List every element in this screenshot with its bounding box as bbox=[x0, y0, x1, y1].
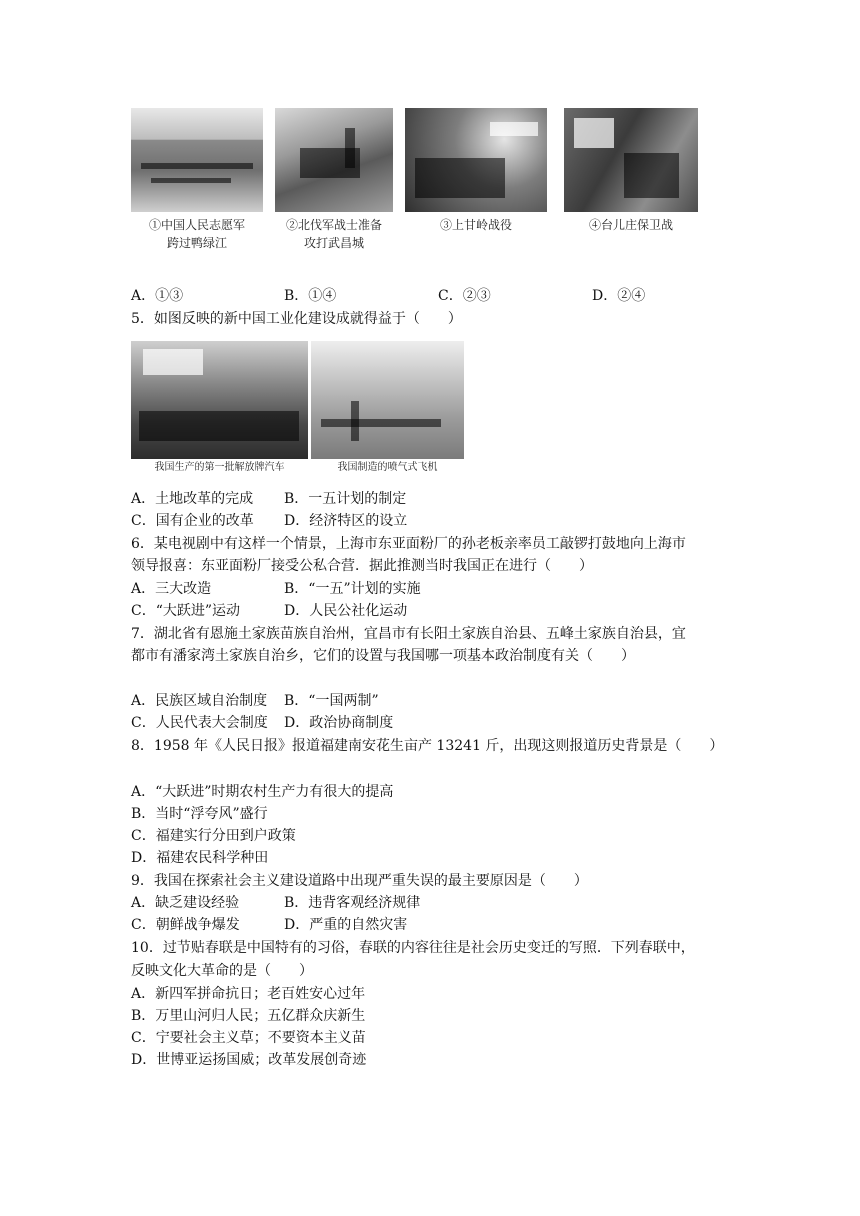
q10-option-a: A．新四军拼命抗日；老百姓安心过年 bbox=[131, 986, 366, 1002]
q5-option-c: C．国有企业的改革 bbox=[131, 513, 254, 529]
q9-option-a: A．缺乏建设经验 bbox=[131, 895, 240, 911]
q5-option-a: A．土地改革的完成 bbox=[131, 491, 254, 507]
photo-image bbox=[405, 108, 547, 212]
photo-caption: 我国制造的喷气式飞机 bbox=[337, 462, 438, 473]
q10-option-d: D．世博亚运扬国威；改革发展创奇迹 bbox=[131, 1052, 367, 1068]
caption-line: ①中国人民志愿军 bbox=[148, 218, 245, 232]
q10-stem-line1: 10．过节贴春联是中国特有的习俗，春联的内容往往是社会历史变迁的写照．下列春联中， bbox=[131, 940, 695, 956]
q7-option-a: A．民族区域自治制度 bbox=[131, 693, 268, 709]
photo-image bbox=[564, 108, 698, 212]
q6-option-d: D．人民公社化运动 bbox=[284, 603, 408, 619]
photo-jiefang-trucks bbox=[131, 341, 308, 479]
q5-stem: 5．如图反映的新中国工业化建设成就得益于（ ） bbox=[131, 311, 462, 327]
q7-stem-line1: 7．湖北省有恩施土家族苗族自治州，宜昌市有长阳土家族自治县、五峰土家族自治县，宜 bbox=[131, 626, 686, 642]
q7-stem-line2: 都市有潘家湾土家族自治乡，它们的设置与我国哪一项基本政治制度有关（ ） bbox=[131, 648, 635, 664]
q7-option-d: D．政治协商制度 bbox=[284, 715, 394, 731]
q9-stem: 9．我国在探索社会主义建设道路中出现严重失误的最主要原因是（ ） bbox=[131, 873, 588, 889]
q5-option-d: D．经济特区的设立 bbox=[284, 513, 408, 529]
photo-jet-aircraft bbox=[311, 341, 464, 479]
q6-stem-line1: 6．某电视剧中有这样一个情景，上海市东亚面粉厂的孙老板亲率员工敲锣打鼓地向上海市 bbox=[131, 536, 686, 552]
q4-option-c: C．②③ bbox=[438, 288, 491, 304]
q8-stem: 8．1958 年《人民日报》报道福建南安花生亩产 13241 斤，出现这则报道历史背景是（ ） bbox=[131, 738, 724, 754]
caption-line: 攻打武昌城 bbox=[303, 236, 364, 250]
photo-northern-expedition-wuchang bbox=[275, 108, 393, 264]
q7-option-b: B．“一国两制” bbox=[284, 693, 379, 709]
photo-caption bbox=[564, 216, 698, 264]
caption-line: ④台儿庄保卫战 bbox=[588, 218, 673, 232]
q6-option-c: C．“大跃进”运动 bbox=[131, 603, 241, 619]
q10-option-c: C．宁要社会主义草；不要资本主义苗 bbox=[131, 1030, 366, 1046]
q8-option-c: C．福建实行分田到户政策 bbox=[131, 828, 296, 844]
q4-option-d: D．②④ bbox=[592, 288, 646, 304]
photo-image bbox=[131, 108, 263, 212]
q8-option-d: D．福建农民科学种田 bbox=[131, 850, 269, 866]
photo-taierzhuang-battle bbox=[564, 108, 698, 264]
q4-option-a: A．①③ bbox=[131, 288, 184, 304]
q9-option-c: C．朝鲜战争爆发 bbox=[131, 917, 240, 933]
photo-image bbox=[131, 341, 308, 459]
photo-volunteers-crossing-yalu bbox=[131, 108, 263, 264]
q7-option-c: C．人民代表大会制度 bbox=[131, 715, 268, 731]
photo-caption bbox=[275, 216, 393, 264]
photo-caption bbox=[405, 216, 547, 264]
photo-caption bbox=[131, 216, 263, 264]
q9-option-d: D．严重的自然灾害 bbox=[284, 917, 408, 933]
q10-stem-line2: 反映文化大革命的是（ ） bbox=[131, 963, 313, 979]
q8-option-b: B．当时“浮夸风”盛行 bbox=[131, 806, 268, 822]
photo-image bbox=[275, 108, 393, 212]
photo-image bbox=[311, 341, 464, 459]
photo-shangganling-battle bbox=[405, 108, 547, 264]
photo-caption: 我国生产的第一批解放牌汽车 bbox=[154, 462, 285, 473]
q8-option-a: A．“大跃进”时期农村生产力有很大的提高 bbox=[131, 784, 394, 800]
q6-option-b: B．“一五”计划的实施 bbox=[284, 581, 421, 597]
caption-line: ③上甘岭战役 bbox=[439, 218, 512, 232]
caption-line: 跨过鸭绿江 bbox=[166, 236, 227, 250]
q4-option-b: B．①④ bbox=[284, 288, 337, 304]
q9-option-b: B．违背客观经济规律 bbox=[284, 895, 421, 911]
q10-option-b: B．万里山河归人民；五亿群众庆新生 bbox=[131, 1008, 366, 1024]
q6-option-a: A．三大改造 bbox=[131, 581, 212, 597]
q5-option-b: B．一五计划的制定 bbox=[284, 491, 407, 507]
q6-stem-line2: 领导报喜：东亚面粉厂接受公私合营．据此推测当时我国正在进行（ ） bbox=[131, 558, 593, 574]
caption-line: ②北伐军战士准备 bbox=[285, 218, 382, 232]
